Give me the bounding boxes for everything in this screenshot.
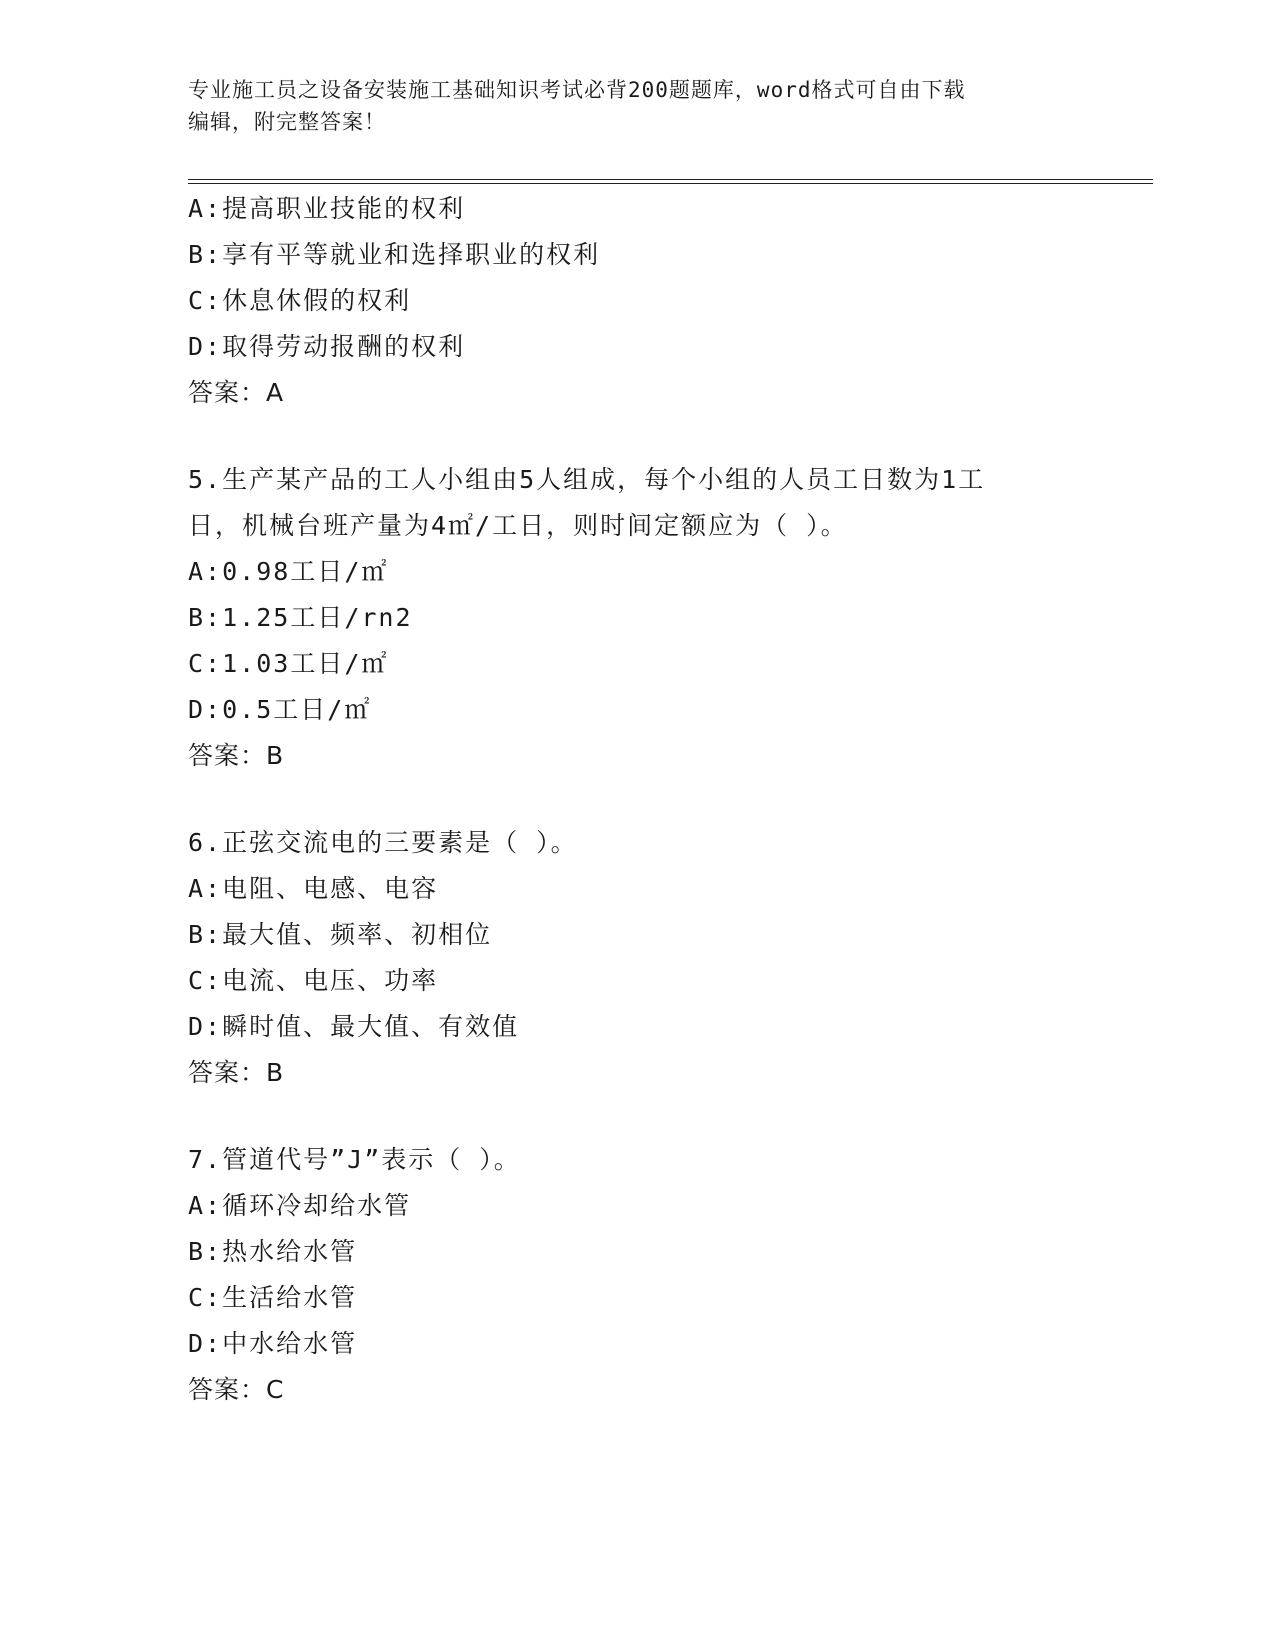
option-b xyxy=(188,595,1088,641)
option-letter: C: xyxy=(188,649,223,678)
answer-line: 答案：B xyxy=(188,1058,285,1087)
option-text: 取得劳动报酬的权利 xyxy=(222,332,466,361)
option-d xyxy=(188,1004,1088,1050)
option-text: 提高职业技能的权利 xyxy=(222,194,466,223)
option-d xyxy=(188,324,1088,370)
option-text: 享有平等就业和选择职业的权利 xyxy=(222,240,601,269)
header-title-line-1: 专业施工员之设备安装施工基础知识考试必背200题题库，word格式可自由下载 xyxy=(188,78,966,102)
option-letter: A: xyxy=(188,874,223,903)
option-text: 最大值、频率、初相位 xyxy=(222,920,493,949)
option-b xyxy=(188,1229,1088,1275)
option-letter: B: xyxy=(188,920,223,949)
question-5-block xyxy=(188,457,1088,779)
option-b xyxy=(188,232,1088,278)
option-d xyxy=(188,687,1088,733)
option-text: 循环冷却给水管 xyxy=(222,1191,412,1220)
option-letter: A: xyxy=(188,194,223,223)
option-letter: D: xyxy=(188,332,223,361)
header-title-line-2: 编辑，附完整答案！ xyxy=(188,110,386,134)
option-letter: C: xyxy=(188,286,223,315)
option-text: 1.25工日/rn2 xyxy=(222,603,413,632)
option-text: 热水给水管 xyxy=(222,1237,358,1266)
question-text-line-1: 5.生产某产品的工人小组由5人组成，每个小组的人员工日数为1工 xyxy=(188,465,986,494)
option-letter: A: xyxy=(188,557,223,586)
option-a xyxy=(188,866,1088,912)
option-letter: D: xyxy=(188,1012,223,1041)
option-c xyxy=(188,958,1088,1004)
option-text: 生活给水管 xyxy=(222,1283,358,1312)
answer-line: 答案：B xyxy=(188,741,285,770)
header-divider-bottom xyxy=(188,183,1153,184)
option-text: 电阻、电感、电容 xyxy=(222,874,439,903)
question-4-block xyxy=(188,186,1088,416)
option-d xyxy=(188,1321,1088,1367)
question-7-block xyxy=(188,1137,1088,1413)
option-letter: B: xyxy=(188,1237,223,1266)
header-divider-top xyxy=(188,179,1153,180)
answer-line: 答案：C xyxy=(188,1375,285,1404)
document-header xyxy=(188,74,1068,138)
option-b xyxy=(188,912,1088,958)
option-letter: B: xyxy=(188,240,223,269)
option-text: 1.03工日/㎡ xyxy=(222,649,389,678)
question-text-line-1: 7.管道代号”J”表示（ ）。 xyxy=(188,1145,521,1174)
option-a xyxy=(188,549,1088,595)
option-letter: D: xyxy=(188,695,223,724)
option-letter: C: xyxy=(188,1283,223,1312)
option-text: 0.5工日/㎡ xyxy=(222,695,372,724)
option-a xyxy=(188,1183,1088,1229)
option-letter: A: xyxy=(188,1191,223,1220)
option-letter: D: xyxy=(188,1329,223,1358)
answer-line: 答案：A xyxy=(188,378,285,407)
option-c xyxy=(188,641,1088,687)
question-text-line-2: 日，机械台班产量为4㎡/工日，则时间定额应为（ ）。 xyxy=(188,511,848,540)
option-c xyxy=(188,278,1088,324)
question-text-line-1: 6.正弦交流电的三要素是（ ）。 xyxy=(188,828,578,857)
option-text: 电流、电压、功率 xyxy=(222,966,439,995)
option-a xyxy=(188,186,1088,232)
option-text: 瞬时值、最大值、有效值 xyxy=(222,1012,520,1041)
option-c xyxy=(188,1275,1088,1321)
option-text: 中水给水管 xyxy=(222,1329,358,1358)
question-6-block xyxy=(188,820,1088,1096)
option-text: 休息休假的权利 xyxy=(222,286,412,315)
option-letter: B: xyxy=(188,603,223,632)
option-text: 0.98工日/㎡ xyxy=(222,557,389,586)
option-letter: C: xyxy=(188,966,223,995)
